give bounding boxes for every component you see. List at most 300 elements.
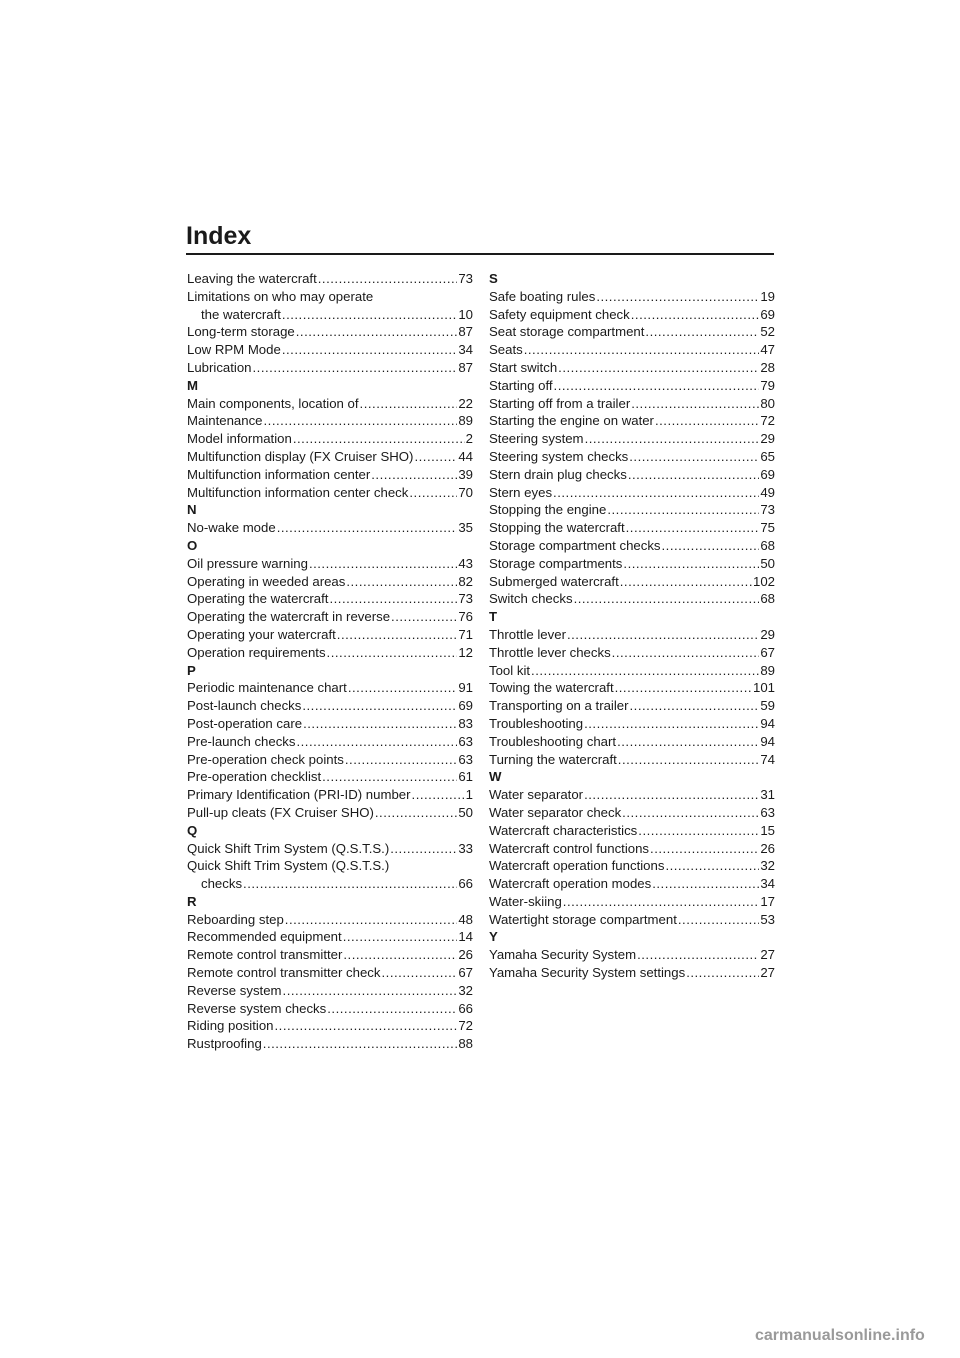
index-entry[interactable] [187,484,473,502]
dot-leader [620,573,752,591]
dot-leader [629,448,759,466]
index-entry-page: 67 [760,644,775,660]
index-entry[interactable] [489,377,775,395]
index-entry-label: Water separator check [489,804,622,820]
index-entry-label-continued: the watercraft [201,306,281,322]
dot-leader [662,537,760,555]
index-entry[interactable] [187,804,473,822]
index-entry-label: Multifunction display (FX Cruiser SHO) [187,448,414,464]
index-entry[interactable] [489,306,775,324]
index-entry-page: 27 [760,965,775,981]
index-entry-label: Multifunction information center check [187,484,409,500]
index-entry-label: Pre-launch checks [187,733,296,749]
index-entry[interactable] [489,412,775,430]
index-entry-page: 79 [760,377,775,393]
dot-leader [296,733,457,751]
dot-leader [327,1000,457,1018]
dot-leader [283,982,458,1000]
index-entry-label: Troubleshooting chart [489,733,617,749]
index-entry[interactable] [489,946,775,964]
index-column-right [489,270,775,982]
dot-leader [360,395,458,413]
index-column-left [187,270,473,1053]
dot-leader [371,466,457,484]
index-entry[interactable] [187,715,473,733]
index-entry[interactable] [489,679,775,697]
index-entry-page: 66 [458,1000,473,1016]
index-entry-label: Safe boating rules [489,288,596,304]
dot-leader [607,501,759,519]
index-entry-label: Stopping the watercraft [489,520,625,536]
index-entry-page: 59 [760,698,775,714]
dot-leader [412,786,465,804]
index-entry-label: Seats [489,342,523,358]
dot-leader [282,306,457,324]
index-entry-page: 69 [458,698,473,714]
index-entry[interactable] [187,626,473,644]
index-entry-page: 73 [760,502,775,518]
index-entry[interactable] [187,1017,473,1035]
index-entry-label: Main components, location of [187,395,359,411]
dot-leader [391,608,457,626]
index-entry[interactable] [489,537,775,555]
index-entry[interactable] [187,928,473,946]
index-entry[interactable] [489,341,775,359]
dot-leader [302,697,457,715]
index-entry-page: 14 [458,929,473,945]
index-entry[interactable] [187,359,473,377]
dot-leader [563,893,760,911]
index-entry-page: 49 [760,484,775,500]
dot-leader [630,697,760,715]
dot-leader [346,573,457,591]
index-entry-page: 82 [458,573,473,589]
dot-leader [650,840,759,858]
index-entry[interactable] [187,412,473,430]
index-entry-page: 47 [760,342,775,358]
index-entry[interactable] [489,323,775,341]
index-entry-page: 2 [465,431,473,447]
index-entry-label: Quick Shift Trim System (Q.S.T.S.) [187,858,390,874]
index-entry-label: Starting off [489,377,553,393]
dot-leader [375,804,457,822]
index-entry-label: Operating your watercraft [187,626,336,642]
dot-leader [584,786,759,804]
index-entry[interactable] [489,448,775,466]
dot-leader [382,964,458,982]
dot-leader [282,341,458,359]
index-entry-label: Post-operation care [187,715,303,731]
index-entry-label: Low RPM Mode [187,342,281,358]
watermark: carmanualsonline.info [755,1327,925,1344]
dot-leader [318,270,458,288]
index-entry-page: 50 [458,804,473,820]
index-entry[interactable] [489,626,775,644]
dot-leader [303,715,457,733]
index-entry-label: Leaving the watercraft [187,271,317,286]
index-entry-label: Limitations on who may operate [187,288,374,304]
index-entry-label: Multifunction information center [187,466,371,482]
dot-leader [626,519,760,537]
index-letter-heading: W [489,769,502,785]
index-entry[interactable] [187,751,473,769]
dot-leader [615,679,752,697]
index-entry-label: Steering system checks [489,448,629,464]
index-entry-label: Pull-up cleats (FX Cruiser SHO) [187,804,374,820]
index-entry[interactable] [489,395,775,413]
dot-leader [390,840,457,858]
dot-leader [617,733,759,751]
index-entry-label: Operation requirements [187,644,326,660]
index-entry-label: Throttle lever checks [489,644,611,660]
index-entry[interactable] [489,875,775,893]
index-entry[interactable] [187,270,473,288]
index-entry-label: Starting off from a trailer [489,395,631,411]
index-entry-page: 15 [760,822,775,838]
dot-leader [631,395,759,413]
index-entry-page: 48 [458,911,473,927]
dot-leader [623,555,759,573]
dot-leader [309,555,457,573]
index-entry[interactable] [187,786,473,804]
index-entry-page: 22 [458,395,473,411]
index-entry-label: Storage compartment checks [489,537,661,553]
index-entry[interactable] [187,288,473,324]
index-entry[interactable] [187,519,473,537]
index-entry-label: Water separator [489,787,584,803]
index-entry-page: 91 [458,680,473,696]
index-entry-label-continued: checks [201,876,243,892]
index-entry-label: Operating the watercraft [187,591,329,607]
index-entry-label: Reboarding step [187,911,284,927]
index-entry-page: 73 [458,271,473,286]
page-title: Index [186,222,252,250]
dot-leader [263,1035,458,1053]
index-letter-heading: M [187,377,198,393]
index-entry-page: 101 [752,680,775,696]
index-entry-label: Pre-operation checklist [187,769,322,785]
index-entry-label: Operating in weeded areas [187,573,346,589]
index-entry-label: Remote control transmitter check [187,965,381,981]
index-entry-page: 43 [458,555,473,571]
dot-leader [345,751,457,769]
index-entry-label: Towing the watercraft [489,680,614,696]
index-entry-page: 17 [760,893,775,909]
index-entry[interactable] [187,679,473,697]
dot-leader [243,875,457,893]
index-entry[interactable] [489,644,775,662]
dot-leader [678,911,759,929]
index-entry-page: 35 [458,520,473,536]
index-entry[interactable] [187,1000,473,1018]
index-entry-page: 72 [760,413,775,429]
index-entry-label: Submerged watercraft [489,573,619,589]
index-entry-label: Troubleshooting [489,715,584,731]
index-entry-page: 29 [760,431,775,447]
dot-leader [264,412,458,430]
index-entry-label: Maintenance [187,413,263,429]
index-entry-label: Tool kit [489,662,531,678]
index-entry[interactable] [187,395,473,413]
dot-leader [645,323,759,341]
index-entry-page: 34 [458,342,473,358]
dot-leader [343,928,458,946]
index-entry-label: Stern drain plug checks [489,466,627,482]
index-entry[interactable] [489,697,775,715]
index-entry[interactable] [187,555,473,573]
index-entry-page: 102 [752,573,775,589]
index-entry-label: Riding position [187,1018,274,1034]
index-entry-label: Safety equipment check [489,306,630,322]
index-entry[interactable] [489,911,775,929]
index-entry-page: 61 [458,769,473,785]
index-letter-heading: T [489,609,498,625]
index-entry[interactable] [489,590,775,608]
index-entry-page: 75 [760,520,775,536]
dot-leader [524,341,760,359]
dot-leader [531,662,759,680]
dot-leader [686,964,759,982]
index-entry-page: 26 [760,840,775,856]
index-entry-label: Throttle lever [489,626,566,642]
index-entry[interactable] [489,804,775,822]
dot-leader [343,946,457,964]
index-entry-page: 32 [458,982,473,998]
index-entry[interactable] [187,964,473,982]
index-entry[interactable] [489,733,775,751]
dot-leader [631,306,760,324]
index-entry-page: 32 [760,858,775,874]
index-entry-page: 80 [760,395,775,411]
index-entry[interactable] [489,786,775,804]
index-entry-label: Watercraft operation modes [489,876,652,892]
dot-leader [628,466,760,484]
index-letter-heading: Y [489,929,498,945]
dot-leader [585,430,760,448]
index-entry-page: 63 [760,804,775,820]
index-entry-page: 33 [458,840,473,856]
dot-leader [612,644,760,662]
dot-leader [275,1017,458,1035]
index-entry-label: Start switch [489,359,558,375]
index-entry-label: Transporting on a trailer [489,698,629,714]
dot-leader [296,323,458,341]
index-entry-page: 76 [458,609,473,625]
index-entry-label: Watercraft operation functions [489,858,665,874]
index-entry[interactable] [187,857,473,893]
index-entry-label: Steering system [489,431,584,447]
index-entry[interactable] [489,359,775,377]
index-entry[interactable] [489,555,775,573]
index-entry-label: Watercraft characteristics [489,822,638,838]
index-entry[interactable] [489,501,775,519]
dot-leader [409,484,457,502]
index-entry-label: Oil pressure warning [187,555,308,571]
index-entry-page: 73 [458,591,473,607]
index-entry-page: 50 [760,555,775,571]
index-letter-heading: P [187,662,196,678]
index-entry-page: 70 [458,484,473,500]
index-entry-page: 19 [760,288,775,304]
index-entry[interactable] [187,323,473,341]
index-entry[interactable] [489,466,775,484]
dot-leader [638,822,759,840]
dot-leader [322,768,457,786]
index-entry[interactable] [187,733,473,751]
index-entry-page: 71 [458,626,473,642]
index-entry-label: Switch checks [489,591,573,607]
dot-leader [665,857,759,875]
index-entry-label: Remote control transmitter [187,947,343,963]
index-entry-label: Quick Shift Trim System (Q.S.T.S.) [187,840,390,856]
index-entry-label: Operating the watercraft in reverse [187,609,391,625]
index-entry-page: 53 [760,911,775,927]
index-entry[interactable] [187,1035,473,1053]
index-entry-label: Reverse system [187,982,282,998]
index-entry-page: 26 [458,947,473,963]
index-entry[interactable] [187,697,473,715]
index-entry[interactable] [489,893,775,911]
index-entry-page: 44 [458,448,473,464]
index-entry-page: 67 [458,965,473,981]
index-entry[interactable] [187,608,473,626]
index-entry-label: Pre-operation check points [187,751,344,767]
dot-leader [596,288,759,306]
dot-leader [622,804,759,822]
index-entry-page: 94 [760,715,775,731]
index-letter-heading: R [187,893,197,909]
index-entry-label: Yamaha Security System settings [489,965,686,981]
dot-leader [337,626,458,644]
index-entry-page: 89 [760,662,775,678]
dot-leader [655,412,759,430]
index-entry-label: Watercraft control functions [489,840,650,856]
index-entry-label: Primary Identification (PRI-ID) number [187,787,411,803]
index-entry-page: 29 [760,626,775,642]
index-letter-heading: Q [187,822,198,838]
index-entry-page: 1 [465,787,473,803]
index-letter-heading: O [187,537,198,553]
index-entry-page: 63 [458,733,473,749]
index-entry[interactable] [489,857,775,875]
dot-leader [293,430,465,448]
index-entry[interactable] [489,519,775,537]
index-entry-page: 34 [760,876,775,892]
index-entry[interactable] [489,715,775,733]
index-entry-page: 87 [458,324,473,340]
index-entry-page: 72 [458,1018,473,1034]
index-entry-page: 74 [760,751,775,767]
index-entry-page: 88 [458,1036,473,1052]
index-entry-page: 89 [458,413,473,429]
index-entry-page: 69 [760,466,775,482]
index-entry[interactable] [489,840,775,858]
index-entry-page: 27 [760,947,775,963]
dot-leader [253,359,458,377]
index-entry[interactable] [489,484,775,502]
index-entry-page: 63 [458,751,473,767]
index-entry[interactable] [489,662,775,680]
index-entry-label: Rustproofing [187,1036,262,1052]
index-entry-page: 94 [760,733,775,749]
index-entry[interactable] [187,448,473,466]
index-entry-page: 39 [458,466,473,482]
index-entry-page: 52 [760,324,775,340]
dot-leader [348,679,458,697]
index-letter-heading: N [187,502,197,518]
dot-leader [327,644,458,662]
index-entry[interactable] [187,341,473,359]
index-entry[interactable] [187,644,473,662]
index-entry-label: Turning the watercraft [489,751,617,767]
index-entry-page: 83 [458,715,473,731]
index-entry[interactable] [489,751,775,769]
index-entry-label: No-wake mode [187,520,276,536]
index-entry[interactable] [187,430,473,448]
dot-leader [558,359,759,377]
index-entry[interactable] [187,768,473,786]
index-entry-label: Water-skiing [489,893,562,909]
index-entry-label: Stopping the engine [489,502,607,518]
dot-leader [329,590,457,608]
index-entry-page: 12 [458,644,473,660]
index-entry[interactable] [187,982,473,1000]
index-entry[interactable] [187,466,473,484]
index-entry-label: Starting the engine on water [489,413,654,429]
dot-leader [574,590,760,608]
index-entry[interactable] [489,964,775,982]
index-entry[interactable] [187,590,473,608]
index-entry-label: Periodic maintenance chart [187,680,347,696]
index-entry[interactable] [187,573,473,591]
index-entry-page: 87 [458,359,473,375]
index-entry-page: 68 [760,591,775,607]
dot-leader [637,946,759,964]
dot-leader [414,448,457,466]
title-rule [186,253,774,255]
dot-leader [277,519,458,537]
index-entry-label: Seat storage compartment [489,324,645,340]
index-entry-page: 10 [458,306,473,322]
index-entry-label: Recommended equipment [187,929,342,945]
index-entry[interactable] [187,946,473,964]
index-entry-label: Post-launch checks [187,698,302,714]
dot-leader [618,751,760,769]
index-entry-page: 31 [760,787,775,803]
dot-leader [553,484,759,502]
dot-leader [584,715,759,733]
index-entry-page: 28 [760,359,775,375]
dot-leader [652,875,759,893]
dot-leader [567,626,759,644]
index-entry-label: Yamaha Security System [489,947,637,963]
index-entry[interactable] [187,840,473,858]
index-entry-label: Stern eyes [489,484,553,500]
index-entry-page: 65 [760,448,775,464]
index-entry[interactable] [489,288,775,306]
dot-leader [554,377,760,395]
index-entry[interactable] [187,911,473,929]
dot-leader [285,911,458,929]
index-letter-heading: S [489,271,498,286]
index-entry[interactable] [489,573,775,591]
index-entry-label: Long-term storage [187,324,295,340]
index-entry[interactable] [489,430,775,448]
index-entry-label: Lubrication [187,359,252,375]
index-entry[interactable] [489,822,775,840]
index-entry-label: Model information [187,431,292,447]
index-entry-label: Storage compartments [489,555,623,571]
